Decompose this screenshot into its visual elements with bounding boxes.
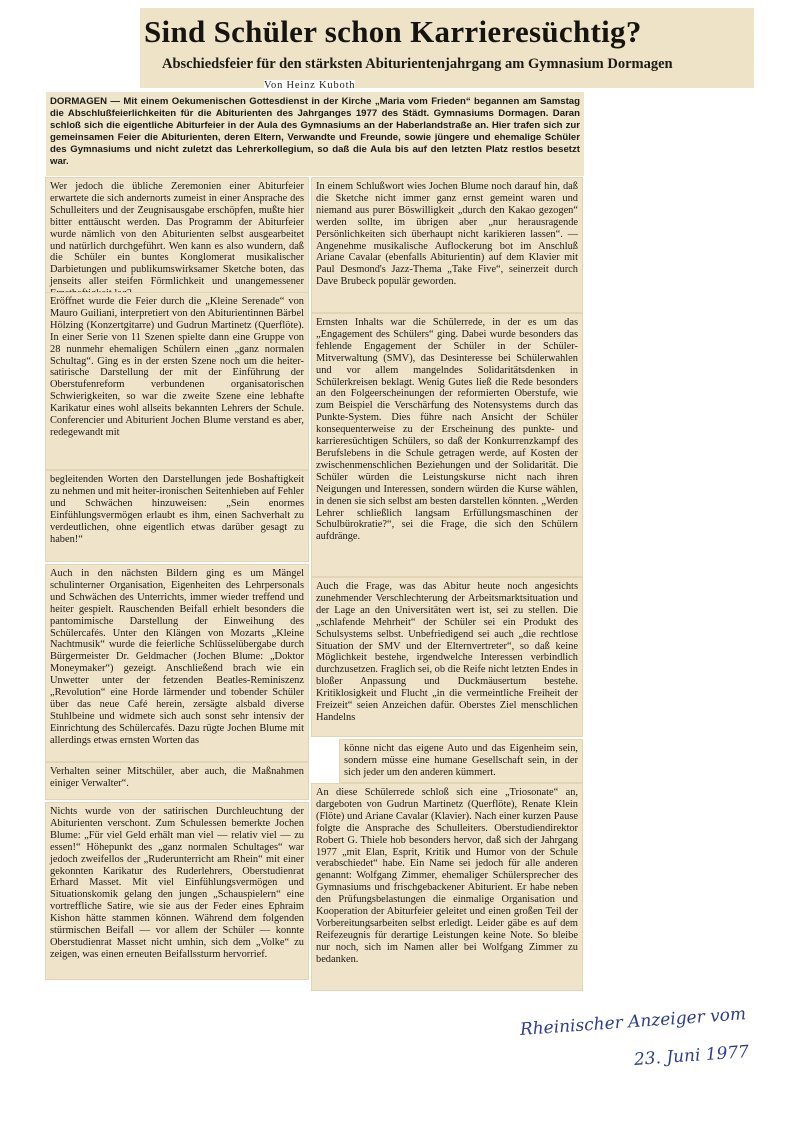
handwritten-date-note: 23. Juni 1977 bbox=[633, 1041, 750, 1070]
headline-strip bbox=[140, 8, 754, 88]
column-2-block-4 bbox=[340, 740, 582, 782]
column-2-block-5 bbox=[312, 784, 582, 990]
paragraph: begleitenden Worten den Darstellungen jede Boshaftigkeit zu nehmen und mit heiter-ironischen Seitenhieben auf Fehler und Schwächen hinzuweisen: „Sein enormes Einfühlungsvermögen erlaubt es ihm, einen Sachverhalt zu verdeutlichen, ohne eigentlich etwas darüber gesagt zu haben!“ bbox=[50, 474, 304, 545]
paragraph: Wer jedoch die übliche Zeremonien einer Abiturfeier erwartete die sich andernorts zumeist in einer Ansprache des Schulleiters und der Zeugnisausgabe erschöpfen, mußte hier bitter enttäuscht werden. Das Programm der Abiturfeier wurde nämlich von den Abiturienten selbst ausgearbeitet und natürlich durchgeführt. Wen kann es also wundern, daß die Schüler ein buntes Konglomerat musikalischer Darbietungen und publikumswirksamer Sketche boten, das jenseits aller steifen Förmlichkeit und unangemessener bbox=[50, 181, 304, 288]
handwritten-source-note: Rheinischer Anzeiger vom bbox=[519, 1004, 747, 1040]
column-2-block-3 bbox=[312, 578, 582, 736]
paragraph: Auch in den nächsten Bildern ging es um Mängel schulinterner Organisation, Eigenheiten des Lehrpersonals und Schwächen des Unterrichts, immer wieder treffend und heiter gespielt. Rauschenden Beifall erhielt besonders die pantomimische Darstellung der Einweihung des Schülercafés. Unter den Klängen von Mozarts „Kleine Nachtmusik“ wurde die feierliche Schlüsselübergabe durch Bürgermeister Dr. Geldmacher (Jochen Blume: „Doktor Moneymaker“) gezeigt. Anschließend brach wie ein Unwetter unter der fetzenden Beatles-Reminiszenz „Revolution“ eine Horde lärmender und tobender Schüler über das neue Café herein, zersägte alsbald diverse Stuhlbeine und widmete sich auch sonst sehr intensiv der Einrichtung des Schülercafés. Dazu rügte Jochen Blume mit allerdings etwas ernsten Worten das bbox=[50, 568, 304, 746]
lead-paragraph: DORMAGEN — Mit einem Oekumenischen Gottesdienst in der Kirche „Maria vom Frieden“ begannen am Samstag die Abschlußfeierlichkeiten für die Abiturienten des Jahrganges 1977 des Städt. Gymnasiums Dormagen. Daran schloß sich die eigentliche Abiturfeier in der Aula des Gymnasiums an der Haberlandstraße an. Hier trafen sich zur gemeinsamen Feier die Abiturienten, deren Eltern, Verwandte und Freunde, sowie jüngere und ehemalige Schüler des Gymnasiums und nicht zuletzt das Lehrerkollegium, so daß die Aula bis auf den letzten Platz restlos besetzt war. bbox=[50, 96, 580, 167]
paragraph: könne nicht das eigene Auto und das Eigenheim sein, sondern müsse eine humane Gesellschaft sein, in der sich jeder um den anderen kümmert. bbox=[344, 743, 578, 778]
lead-block bbox=[46, 92, 584, 176]
column-1-block-5 bbox=[46, 763, 308, 799]
column-1-block-2 bbox=[46, 293, 308, 469]
paragraph: Eröffnet wurde die Feier durch die „Kleine Serenade“ von Mauro Guiliani, interpretiert von den Abiturientinnen Bärbel Hölzing (Konzertgitarre) und Gudrun Martinetz (Querflöte). In einer Serie von 11 Szenen spielte dann eine Gruppe von 28 nunmehr ehemaligen Schülern einen „ganz normalen Schultag“. Ging es in der ersten Szene noch um die heiter-satirische Darstellung der mit der Einführung der Oberstufenreform verbundenen organisatorischen Schwierigkeiten, so war die zweite Szene eine lebhafte Karikatur eines wohl allseits bekannten Lehrers der Schule. Conferencier und Abiturient Jochen Blume verstand es aber, redegewandt mit bbox=[50, 296, 304, 438]
paragraph: In einem Schlußwort wies Jochen Blume noch darauf hin, daß die Sketche nicht immer ganz ernst gemeint waren und niemand aus purer Böswilligkeit „durch den Kakao gezogen“ werden sollte, im übrigen aber „nur herausragende Persönlichkeiten sich überhaupt nicht karikieren lassen“. — Angenehme musikalische Auflockerung bot im Anschluß Ariane Cavalar (ebenfalls Abiturientin) auf dem Klavier mit Paul Desmond's Jazz-Thema „Take Five“, seinerzeit durch Dave Brubeck populär geworden. bbox=[316, 181, 578, 288]
byline: Von Heinz Kuboth bbox=[264, 80, 356, 91]
paragraph: An diese Schülerrede schloß sich eine „Triosonate“ an, dargeboten von Gudrun Martinetz (Querflöte), Renate Klein (Flöte) und Ariane Cavalar (Klavier). Nach einer kurzen Pause folgte die Ansprache des Schulleiters. Oberstudiendirektor Robert G. Thiele hob besonders hervor, daß sich der Jahrgang 1977 „mit Elan, Esprit, Kritik und Humor von der Schule verabschiedet“ habe. Ein Name sei jedoch für alle anderen genannt: Wolfgang Zimmer, ehemaliger Schülersprecher des Gymnasiums und frischgebackener Abiturient. Er habe neben den Prüfungsbelastungen die einmalige Organisation und Kooperation der Abiturfeier geleitet und einen großen Teil der Vorbereitungsarbeiten selbst erledigt. Leider gäbe es auf dem Reifezeugnis für derartige Leistungen keine Note. So bleibe nur noch, sich im Namen aller bei Wolfgang Zimmer zu bedanken. bbox=[316, 787, 578, 965]
paragraph: Verhalten seiner Mitschüler, aber auch, die Maßnahmen einiger Verwalter“. bbox=[50, 766, 304, 789]
column-1-block-4 bbox=[46, 565, 308, 761]
subheadline: Abschiedsfeier für den stärksten Abiturientenjahrgang am Gymnasium Dormagen bbox=[162, 56, 673, 72]
paragraph: Nichts wurde von der satirischen Durchleuchtung der Abiturienten verschont. Zum Schulessen bemerkte Jochen Blume: „Für viel Geld erhält man viel — relativ viel — zu essen!“ Höhepunkt des „ganz normalen Schultages“ war jedoch zweifellos der „Ruderunterricht am Rhein“ mit einer gekonnten Karikatur des Ruderlehrers, Oberstudienrat Erhard Masset. Mit viel Einfühlungsvermögen und Situationskomik gelang den jungen „Schauspielern“ eine vortreffliche Satire, wie sie aus der Feder eines Ephraim Kishon hätte stammen können. Während dem folgenden stürmischen Beifall — vor allem der Schüler — konnte Oberstudienrat Masset nicht umhin, sich dem „Volke“ zu zeigen, was einen erneuten Beifallssturm hervorrief. bbox=[50, 806, 304, 960]
paragraph: Auch die Frage, was das Abitur heute noch angesichts zunehmender Verschlechterung der Arbeitsmarktsituation und der Lage an den Universitäten wert ist, sei zu stellen. Die „schlafende Mehrheit“ der Schüler sei ein Produkt des Schulsystems selbst. Unbefriedigend sei auch „die rechtlose Situation der SMV und der Elternvertreter“, so daß keine Möglichkeit bestehe, irgendwelche Interessen verbindlich durchzusetzen. Fraglich sei, ob die Reife nicht letzten Endes in bloßer Anpassung und Duckmäusertum bestehe. Kritiklosigkeit und Flucht „in die vermeintliche Freiheit der Freizeit“ seien Anzeichen dafür. Oberstes Ziel menschlichen Handelns bbox=[316, 581, 578, 723]
headline: Sind Schüler schon Karrieresüchtig? bbox=[144, 14, 642, 49]
paragraph: Ernsten Inhalts war die Schülerrede, in der es um das „Engagement des Schülers“ ging. Dabei wurde besonders das fehlende Engagement der Schüler in der Schüler-Mitverwaltung (SMV), das Desinteresse bei Schülerwahlen und vor allem mangelndes Solidaritätsdenken in Schülerkreisen beklagt. Wenig Gutes ließ die Rede besonders an den Folgeerscheinungen der reformierten Oberstufe, wie zum Beispiel die Verschärfung des Notensystems durch das Punkte-System. Dies führe nach Ansicht der Schüler konsequenterweise zu der Erscheinung des punkte- und karrieresüchtigen Schülers, so daß der Konkurrenzkampf des Berufslebens in die Schule getragen werde, auf Kosten der zwischenmenschlichen Beziehungen und der Solidarität. Die Schüler würden die Leistungskurse nicht nach ihren Neigungen und Interessen, sondern würden die Kurse wählen, in denen sie sich selbst am besten darstellen könnten. „Werden Lehrer schließlich langsam Erfüllungsmaschinen der Schulbürokratie?“, sei die Frage, die sich den Schülern aufdränge. bbox=[316, 317, 578, 543]
column-1-block-3 bbox=[46, 471, 308, 561]
column-1-block-6 bbox=[46, 803, 308, 979]
column-2-block-1 bbox=[312, 178, 582, 312]
column-2-block-2 bbox=[312, 314, 582, 576]
column-1-block-1 bbox=[46, 178, 308, 292]
